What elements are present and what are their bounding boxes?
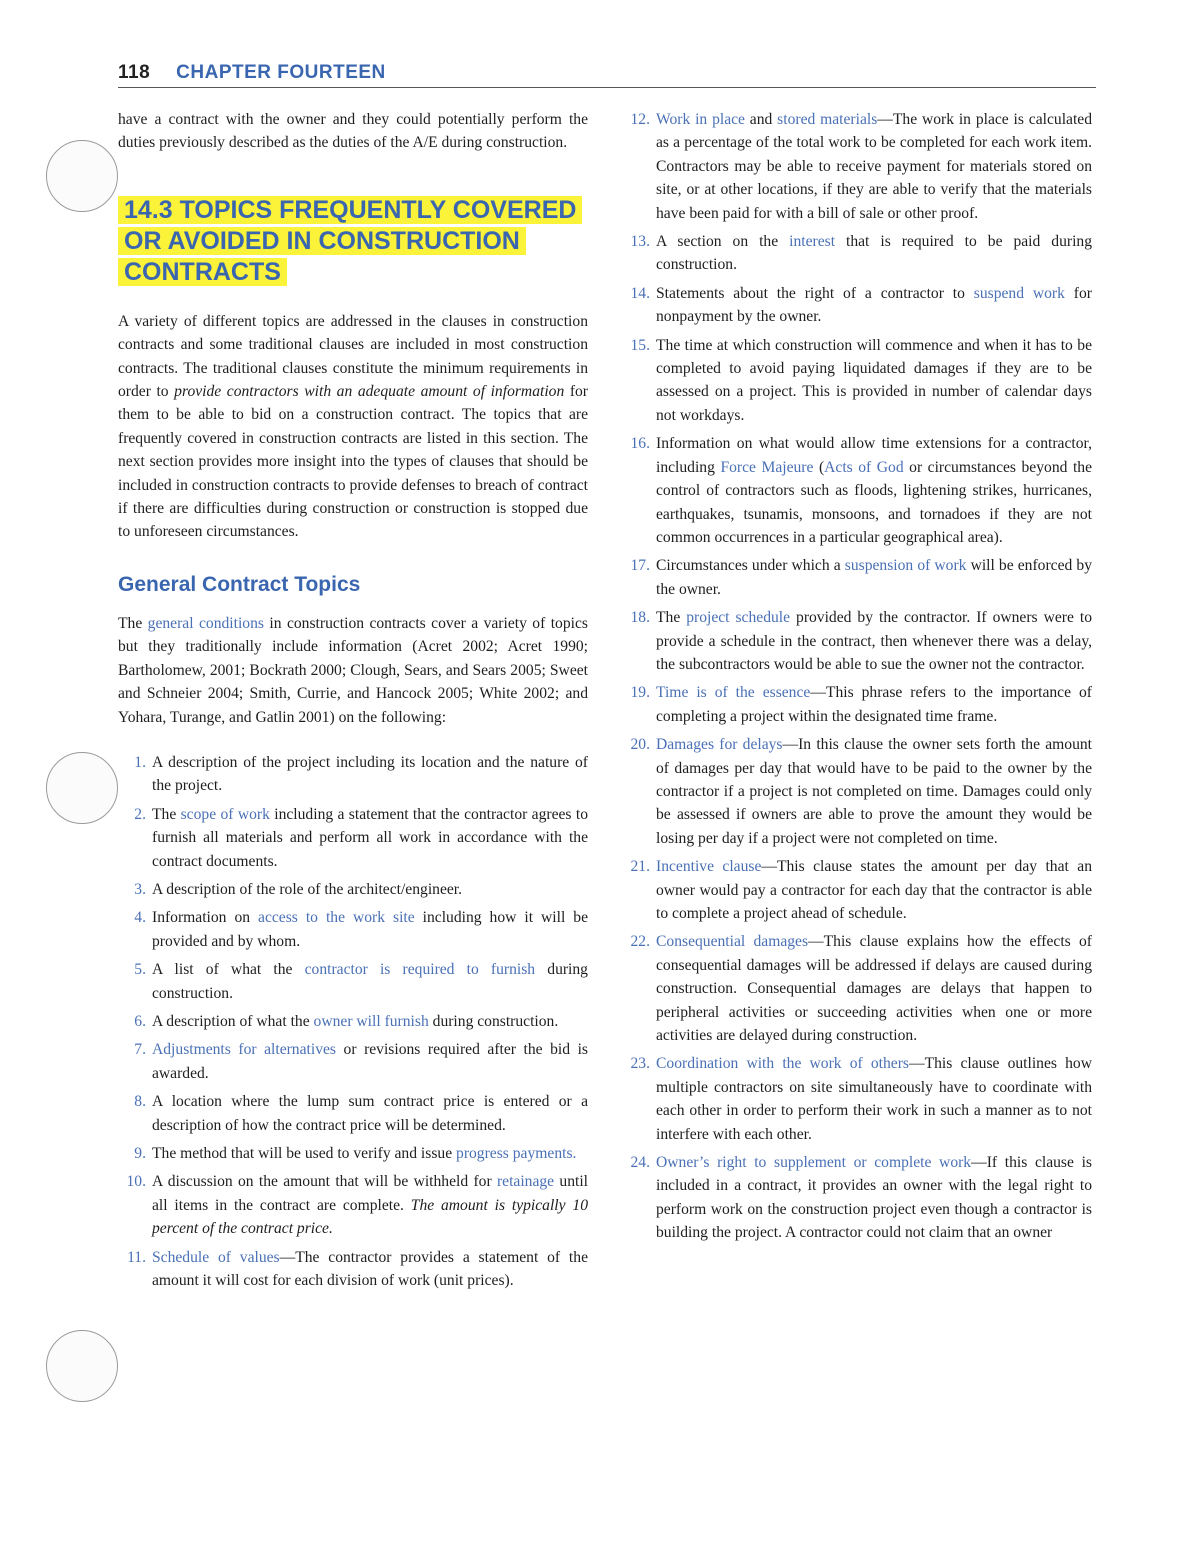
list-item-number: 22. [630, 933, 650, 951]
list-item [622, 108, 1092, 225]
list-item [118, 1038, 588, 1085]
section-paragraph-text-2: for them to be able to bid on a construction contract. The topics that are frequently covered in construction contracts are listed in this section. The next section provides more insight into the types of clauses that should be included in construction contracts to provide defenses to breach of contract if there are difficulties during construction or construction is stopped due to unforeseen circumstances. [118, 383, 588, 541]
list-item-text: A description of the role of the architect/engineer. [152, 880, 463, 898]
key-term: suspend work [973, 284, 1065, 302]
section-heading [118, 195, 588, 288]
list-item-text: The time at which construction will commence and when it has to be completed to avoid paying liquidated damages if they are to be assessed on a project. This is provided in number of calendar days not workdays. [656, 336, 1092, 424]
list-item-text: A description of what the [152, 1012, 314, 1030]
list-item-text: —This clause explains how the effects of consequential damages will be addressed if delays are caused during construction. Consequential damages are delays that happen to peripheral activities or succeeding activities when one or more activities are delayed during construction. [656, 933, 1092, 1045]
chapter-title: CHAPTER FOURTEEN [176, 62, 386, 83]
key-term: Damages for delays [656, 736, 783, 754]
list-item [622, 930, 1092, 1047]
list-item-number: 7. [134, 1041, 146, 1059]
list-item [118, 803, 588, 873]
list-item-number: 15. [630, 336, 650, 354]
list-item-number: 18. [630, 609, 650, 627]
list-item-number: 12. [630, 111, 650, 128]
list-item [622, 1151, 1092, 1245]
list-item-number: 17. [630, 557, 650, 575]
list-item-number: 19. [630, 684, 650, 702]
list-item-number: 16. [630, 435, 650, 453]
key-term: Incentive clause [656, 858, 762, 876]
intro-paragraph: have a contract with the owner and they could potentially perform the duties previously described as the duties of the A/E during construction. [118, 111, 588, 152]
page-number: 118 [118, 62, 151, 83]
section-paragraph-italic: provide contractors with an adequate amount of information [174, 383, 565, 401]
key-term: retainage [496, 1173, 555, 1191]
list-item [118, 1170, 588, 1240]
list-item [622, 432, 1092, 549]
list-item [622, 1052, 1092, 1146]
binder-hole-3 [46, 1330, 118, 1402]
list-item-text: including a statement that the contractor agrees to furnish all materials and perform all work in accordance with the contract documents. [152, 805, 588, 870]
key-term: Time is of the essence [656, 684, 811, 702]
list-item [118, 958, 588, 1005]
list-item-text: that is required to be paid during construction. [656, 233, 1093, 274]
subsection-heading: General Contract Topics [118, 572, 361, 596]
section-paragraph [118, 310, 588, 544]
list-item [118, 1010, 588, 1033]
list-item [118, 1142, 588, 1165]
key-term: access to the work site [258, 909, 415, 927]
general-paragraph [118, 612, 588, 729]
list-item-text: —This clause states the amount per day that an owner would pay a contractor for each day that the contractor is able to complete a project ahead of schedule. [656, 858, 1092, 922]
list-item [118, 1090, 588, 1137]
list-item-text: A description of the project including its location and the nature of the project. [152, 753, 588, 795]
list-item [622, 282, 1092, 329]
list-item-text: or circumstances beyond the control of contractors such as floods, lightening strikes, hurricanes, earthquakes, tsunamis, monsoons, and tornadoes if they are not common occurrences in a particular geographical area). [656, 458, 1092, 546]
list-item-number: 9. [134, 1145, 146, 1162]
key-term: Consequential damages [656, 933, 809, 951]
key-term: Coordination with the work of others [656, 1055, 909, 1073]
topic-list-right [622, 108, 1092, 1245]
running-header [118, 62, 386, 84]
left-column [118, 108, 588, 1297]
list-item-number: 2. [134, 805, 146, 823]
key-term: suspension of work [844, 557, 967, 575]
list-item-number: 14. [630, 284, 650, 302]
list-item [622, 855, 1092, 925]
list-item [118, 751, 588, 798]
list-item-text: until all items in the contract are complete. [152, 1173, 588, 1214]
list-item [622, 733, 1092, 850]
list-item-text: A discussion on the amount that will be withheld for [152, 1173, 497, 1191]
italic-text: The amount is typically 10 percent of the contract price. [152, 1196, 588, 1238]
list-item-text: or revisions required after the bid is awarded. [152, 1041, 588, 1082]
topic-list-left [118, 751, 588, 1293]
list-item-text: provided by the contractor. If owners were to provide a schedule in the contract, then whenever there was a delay, the subcontractors would be able to sue the owner not the contractor. [656, 609, 1092, 673]
list-item-text: Circumstances under which a [656, 557, 845, 575]
list-item-text: The method that will be used to verify and issue [152, 1145, 457, 1162]
list-item-text: —This phrase refers to the importance of completing a project within the designated time frame. [656, 684, 1092, 725]
list-item-text: —This clause outlines how multiple contractors on site simultaneously have to coordinate with each other in order to perform their work in such a manner as to not interfere with each other. [656, 1055, 1092, 1143]
list-item-text: A list of what the [152, 961, 305, 979]
key-term: project schedule [686, 609, 791, 627]
list-item-text: —In this clause the owner sets forth the amount of damages per day that would have to be paid to the owner by the contractor if a project is not completed on time. Damages could only be assessed if owners are able to prove the amount they would be losing per day if a project were not completed on time. [656, 736, 1092, 847]
list-item-number: 23. [630, 1055, 650, 1073]
list-item-text: The [656, 609, 687, 627]
key-term: Force Majeure [720, 458, 814, 476]
list-item-number: 5. [134, 961, 146, 979]
list-item [622, 554, 1092, 601]
list-item-text: —If this clause is included in a contract, it provides an owner with the legal right to perform work on the construction project even though a contractor is building the project. A contractor could not claim that an owner [656, 1154, 1092, 1242]
list-item [622, 606, 1092, 676]
key-term: owner will furnish [313, 1012, 429, 1030]
list-item-number: 13. [630, 233, 650, 251]
general-paragraph-text-2: in construction contracts cover a variety of topics but they traditionally include information (Acret 2002; Acret 1990; Bartholomew, 2001; Bockrath 2000; Clough, Sears, and Sears 2005; Sweet and Schneier 2004; Smith, Currie, and Hancock 2005; White 2002; and Yohara, Turange, and Gatlin 2001) on the following: [118, 614, 588, 726]
key-term: Adjustments for alternatives [152, 1041, 336, 1059]
list-item [622, 334, 1092, 428]
list-item-text: during construction. [428, 1012, 559, 1030]
binder-hole-2 [46, 752, 118, 824]
header-rule [118, 87, 1096, 88]
list-item-text: ( [813, 458, 825, 476]
list-item-text: The [152, 805, 181, 823]
key-term: stored materials [777, 111, 878, 128]
list-item-number: 21. [630, 858, 650, 876]
key-term: interest [789, 233, 836, 251]
list-item-text: A location where the lump sum contract price is entered or a description of how the contract price will be determined. [152, 1093, 588, 1134]
list-item-text: —The contractor provides a statement of the amount it will cost for each division of work (unit prices). [152, 1248, 588, 1290]
list-item-number: 4. [134, 909, 146, 927]
key-term: scope of work [180, 805, 270, 823]
list-item-text: Information on what would allow time extensions for a contractor, including [656, 435, 1092, 476]
list-item [118, 878, 588, 901]
key-term: Acts of God [824, 458, 904, 476]
list-item-number: 20. [630, 736, 650, 754]
key-term: contractor is required to furnish [304, 961, 536, 979]
list-item-text: during construction. [152, 961, 588, 1002]
list-item-text: Statements about the right of a contractor to [656, 284, 974, 302]
section-paragraph-text-1: A variety of different topics are addressed in the clauses in construction contracts and some traditional clauses are included in most construction contracts. The traditional clauses constitute the minimum requirements in order to [118, 312, 588, 401]
list-item [622, 230, 1092, 277]
list-item-number: 3. [134, 880, 146, 898]
key-term: Work in place [656, 111, 745, 128]
section-heading-text: 14.3 TOPICS FREQUENTLY COVERED OR AVOIDED IN CONSTRUCTION CONTRACTS [118, 196, 582, 286]
key-term: Owner’s right to supplement or complete work [656, 1154, 972, 1172]
list-item [622, 681, 1092, 728]
list-item [118, 1246, 588, 1293]
key-term: progress payments. [456, 1145, 577, 1162]
list-item-text: Information on [152, 909, 259, 927]
binder-hole-1 [46, 140, 118, 212]
list-item-text: A section on the [656, 233, 790, 251]
key-term: Schedule of values [152, 1248, 280, 1266]
list-item-number: 1. [134, 753, 146, 771]
list-item-text: and [744, 111, 778, 128]
list-item-text: for nonpayment by the owner. [656, 284, 1092, 326]
list-item-text: —The work in place is calculated as a percentage of the total work to be completed for each work item. Contractors may be able to receive payment for materials stored on site, or at other locations, if they are able to verify that the materials have been paid for with a bill of sale or other proof. [656, 111, 1092, 222]
list-item-number: 10. [126, 1173, 146, 1191]
right-column [622, 108, 1092, 1250]
list-item-number: 6. [134, 1012, 146, 1030]
list-item [118, 906, 588, 953]
list-item-text: including how it will be provided and by whom. [152, 909, 588, 950]
general-paragraph-text-1: The [118, 614, 148, 632]
general-conditions-term: general conditions [147, 614, 264, 632]
list-item-text: will be enforced by the owner. [656, 557, 1092, 598]
list-item-number: 8. [134, 1093, 146, 1111]
list-item-number: 24. [630, 1154, 650, 1172]
list-item-number: 11. [127, 1248, 146, 1266]
